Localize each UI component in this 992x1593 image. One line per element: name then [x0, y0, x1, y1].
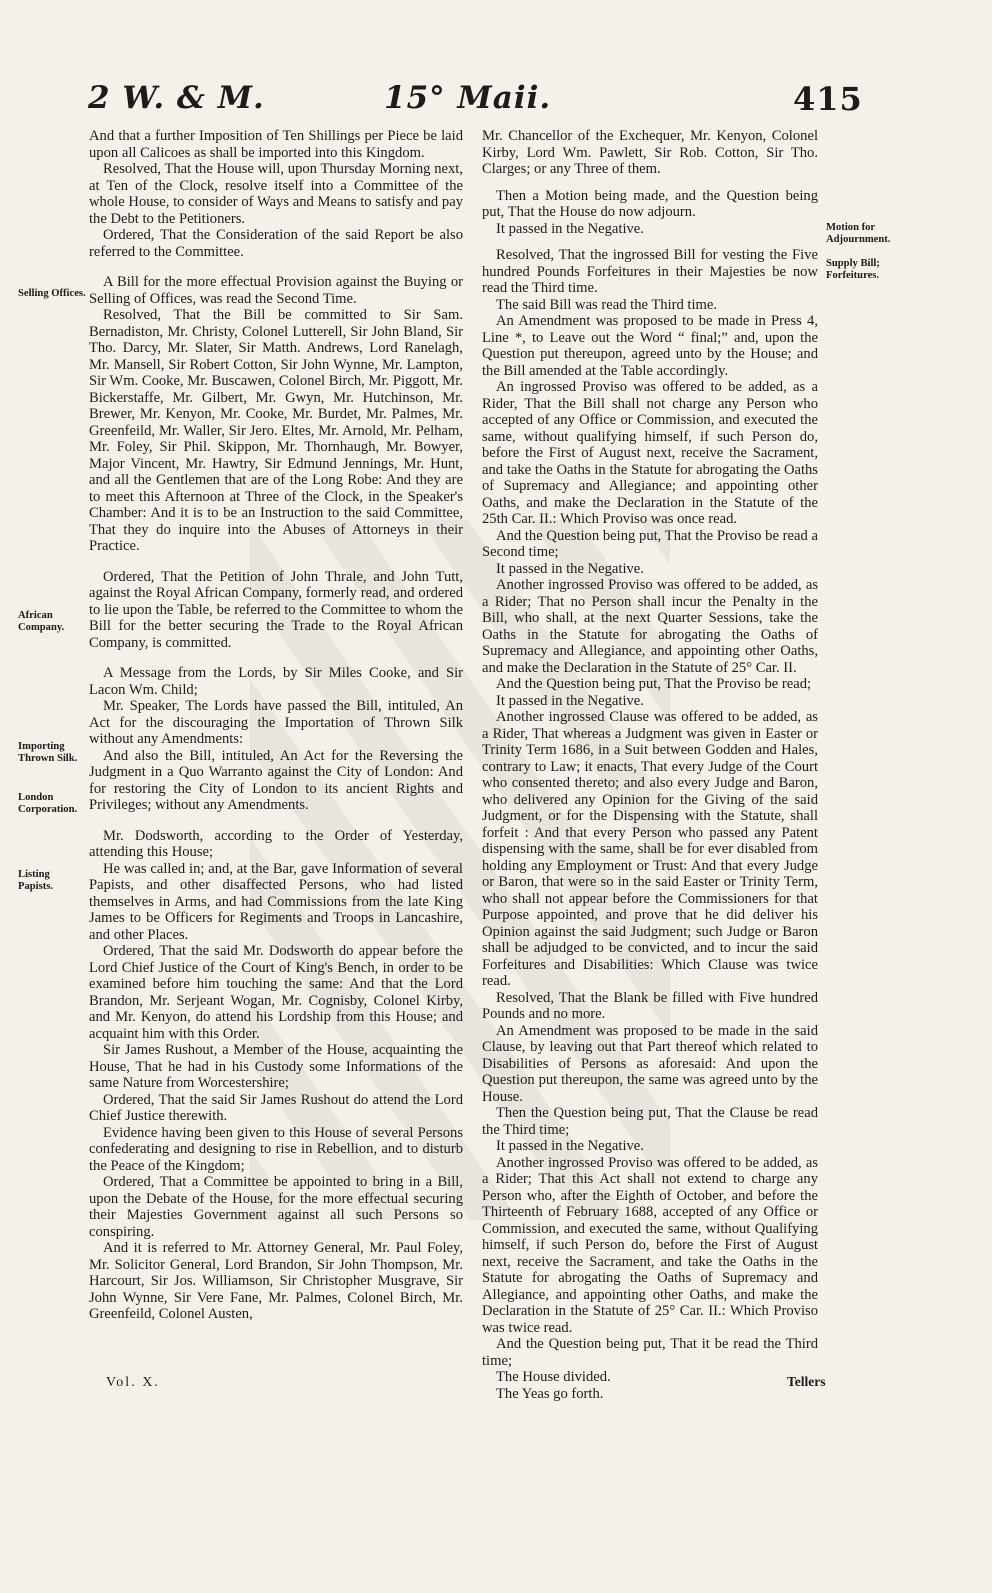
margin-note-african-company: African Company.	[18, 610, 65, 633]
margin-note-supply-bill: Supply Bill; Forfeitures.	[826, 258, 880, 281]
paragraph: The said Bill was read the Third time.	[496, 296, 718, 313]
paragraph: Mr. Chancellor of the Exchequer, Mr. Kenyon, Colonel Kirby, Lord Wm. Pawlett, Sir Rob. Cotton, Sir Tho. Clarges; or any Three of them.	[482, 128, 818, 177]
paragraph: Resolved, That the ingrossed Bill for vesting the Five hundred Pounds Forfeitures in their Majesties be now read the Third time.	[482, 247, 818, 296]
margin-note-london-corporation: London Corporation.	[18, 792, 78, 815]
paragraph: Then the Question being put, That the Clause be read the Third time;	[482, 1105, 818, 1138]
header-reign: 2 W. & M.	[88, 80, 265, 116]
paragraph: It passed in the Negative.	[496, 560, 644, 577]
paragraph: Another ingrossed Clause was offered to be added, as a Rider, That whereas a Judgment was given in Easter or Trinity Term 1686, in a Suit between Godden and Hales, contrary to Law; it enacts, That every Judge of the Court who consented thereto; and also every Judge and Baron, who delivered any Opinion for the Giving of the said Judgment, or for the Dispensing with the Statute, shall forfeit : And that every Person who passed any Patent dispensing with the same, shall be for ever disabled from holding any Employment or Trust: And that every Judge or Baron, that were so in the said Easter or Trinity Term, who shall not appear before the Commissioners for that Purpose appointed, and prove that he did deliver his Opinion against the said Judgment; such Judge or Baron shall be adjudged to be convicted, and to incur the said Forfeitures and Disabilities: Which Clause was twice read.	[482, 709, 818, 989]
paragraph: Resolved, That the Bill be committed to Sir Sam. Bernadiston, Mr. Christy, Colonel Lutterell, Sir John Bland, Sir Tho. Darcy, Mr. Slater, Sir Matth. Andrews, Lord Ranelagh, Mr. Mansell, Sir Robert Cotton, Sir John Wynne, Mr. Lampton, Sir Wm. Cooke, Mr. Buscawen, Colonel Birch, Mr. Piggott, Mr. Bickerstaffe, Mr. Gilbert, Mr. Gwyn, Mr. Hutchinson, Mr. Brewer, Mr. Kenyon, Mr. Cooke, Mr. Burdet, Mr. Palmes, Mr. Greenfeild, Mr. Waller, Sir Jero. Eltes, Mr. Arnold, Mr. Pelham, Mr. Foley, Sir Phil. Skippon, Mr. Thornhaugh, Mr. Bowyer, Major Vincent, Mr. Hawtry, Sir Edmund Jennings, Mr. Hunt, and all the Gentlemen that are of the Long Robe: And they are to meet this Afternoon at Three of the Clock, in the Speaker's Chamber: And it is to be an Instruction to the said Committee, That they do inquire into the Abuses of Attorneys in their Practice.	[89, 307, 463, 554]
paragraph: And the Question being put, That it be read the Third time;	[482, 1336, 818, 1369]
paragraph: He was called in; and, at the Bar, gave Information of several Papists, and other disaffected Persons, who had listed themselves in Arms, and had Commissions from the late King James to be Officers for Regiments and Troops in Lancashire, and other Places.	[89, 860, 463, 943]
volume-number: Vol. X.	[106, 1375, 160, 1390]
page-header	[88, 80, 863, 124]
paragraph: Another ingrossed Proviso was offered to be added, as a Rider; That this Act shall not extend to charge any Person who, after the Eighth of October, and before the Thirteenth of February 1688, accepted of any Office or Commission, and executed the same, without Qualifying himself, if such Person do, before the First of August next, receive the Sacrament, and take the Oaths in the Statute for abrogating the Oaths of Supremacy and Allegiance, and appointing other Oaths, and make the Declaration in the Statute of 25° Car. II.: Which Proviso was twice read.	[482, 1154, 818, 1336]
paragraph: And the Question being put, That the Proviso be read a Second time;	[482, 527, 818, 560]
paragraph: Ordered, That a Committee be appointed to bring in a Bill, upon the Debate of the House, for the more effectual securing their Majesties Government against all such Persons so conspiring.	[89, 1174, 463, 1240]
paragraph: Ordered, That the said Mr. Dodsworth do appear before the Lord Chief Justice of the Court of King's Bench, in order to be examined before him touching the same: And that the Lord Brandon, Mr. Serjeant Wogan, Mr. Cognisby, Colonel Kirby, and Mr. Kenyon, do attend his Lordship from this House; and acquaint him with this Order.	[89, 943, 463, 1042]
paragraph: Another ingrossed Proviso was offered to be added, as a Rider; That no Person shall incur the Penalty in the Bill, who shall, at the next Quarter Sessions, take the Oaths in the Statute for abrogating the Oaths of Supremacy and Allegiance, and appointing other Oaths, and make the Declaration in the Statute of 25° Car. II.	[482, 577, 818, 676]
margin-note-listing-papists: Listing Papists.	[18, 869, 54, 892]
paragraph: The House divided.	[496, 1369, 611, 1385]
margin-note-motion-adjournment: Motion for Adjournment.	[826, 222, 891, 245]
paragraph: Resolved, That the Blank be filled with Five hundred Pounds and no more.	[482, 989, 818, 1022]
margin-note-importing-thrown-silk: Importing Thrown Silk.	[18, 741, 78, 764]
paragraph: The Yeas go forth.	[496, 1385, 604, 1402]
paragraph: Then a Motion being made, and the Question being put, That the House do now adjourn.	[482, 187, 818, 220]
right-column	[482, 128, 818, 1402]
paragraph: And it is referred to Mr. Attorney General, Mr. Paul Foley, Mr. Solicitor General, Lord Brandon, Sir John Thompson, Mr. Harcourt, Sir Jos. Williamson, Sir Christopher Musgrave, Sir John Wynne, Sir Vere Fane, Mr. Palmes, Colonel Birch, Mr. Greenfeild, Colonel Austen,	[89, 1240, 463, 1322]
paragraph: A Bill for the more effectual Provision against the Buying or Selling of Offices, was read the Second Time.	[89, 274, 463, 307]
paragraph: And that a further Imposition of Ten Shillings per Piece be laid upon all Calicoes as shall be imported into this Kingdom.	[89, 128, 463, 161]
page-number: 415	[793, 80, 863, 118]
left-column	[89, 128, 463, 1323]
paragraph: A Message from the Lords, by Sir Miles Cooke, and Sir Lacon Wm. Child;	[89, 665, 463, 698]
paragraph: Mr. Dodsworth, according to the Order of Yesterday, attending this House;	[89, 827, 463, 860]
margin-note-selling-offices: Selling Offices.	[18, 288, 86, 299]
paragraph: It passed in the Negative.	[496, 220, 644, 237]
catchword: Tellers	[787, 1374, 826, 1389]
paragraph: An Amendment was proposed to be made in Press 4, Line *, to Leave out the Word “ final;” and, upon the Question put thereupon, agreed unto by the House; and the Bill amended at the Table accordingly.	[482, 313, 818, 379]
paragraph: Ordered, That the Petition of John Thrale, and John Tutt, against the Royal African Company, formerly read, and ordered to lie upon the Table, be referred to the Committee to whom the Bill for the better securing the Trade to the Royal African Company, is committed.	[89, 568, 463, 651]
paragraph: It passed in the Negative.	[496, 1138, 644, 1154]
paragraph: Evidence having been given to this House of several Persons confederating and designing to rise in Rebellion, and to disturb the Peace of the Kingdom;	[89, 1124, 463, 1174]
paragraph: And the Question being put, That the Proviso be read;	[496, 676, 812, 692]
paragraph: An Amendment was proposed to be made in the said Clause, by leaving out that Part thereof which related to Disabilities of Persons as aforesaid: And upon the Question put thereupon, the same was agreed unto by the House.	[482, 1022, 818, 1105]
paragraph: Ordered, That the said Sir James Rushout do attend the Lord Chief Justice therewith.	[89, 1091, 463, 1124]
paragraph: And also the Bill, intituled, An Act for the Reversing the Judgment in a Quo Warranto against the City of London: And for restoring the City of London to its ancient Rights and Privileges; without any Amendments.	[89, 747, 463, 813]
paragraph: Sir James Rushout, a Member of the House, acquainting the House, That he had in his Custody some Informations of the same Nature from Worcestershire;	[89, 1042, 463, 1091]
header-date: 15° Maii.	[384, 80, 552, 116]
paragraph: It passed in the Negative.	[496, 692, 644, 709]
paragraph: Ordered, That the Consideration of the said Report be also referred to the Committee.	[89, 227, 463, 260]
paragraph: An ingrossed Proviso was offered to be added, as a Rider, That the Bill shall not charge any Person who accepted of any Office or Commission, and executed the same, without qualifying himself, if such Person do, before the First of August next, receive the Sacrament, and take the Oaths in the Statute for abrogating the Oaths of Supremacy and Allegiance; and appointing other Oaths, and make the Declaration in the Statute of the 25th Car. II.: Which Proviso was once read.	[482, 379, 818, 527]
paragraph: Resolved, That the House will, upon Thursday Morning next, at Ten of the Clock, resolve itself into a Committee of the whole House, to consider of Ways and Means to satisfy and pay the Debt to the Petitioners.	[89, 161, 463, 227]
paragraph: Mr. Speaker, The Lords have passed the Bill, intituled, An Act for the discouraging the Importation of Thrown Silk without any Amendments:	[89, 698, 463, 747]
